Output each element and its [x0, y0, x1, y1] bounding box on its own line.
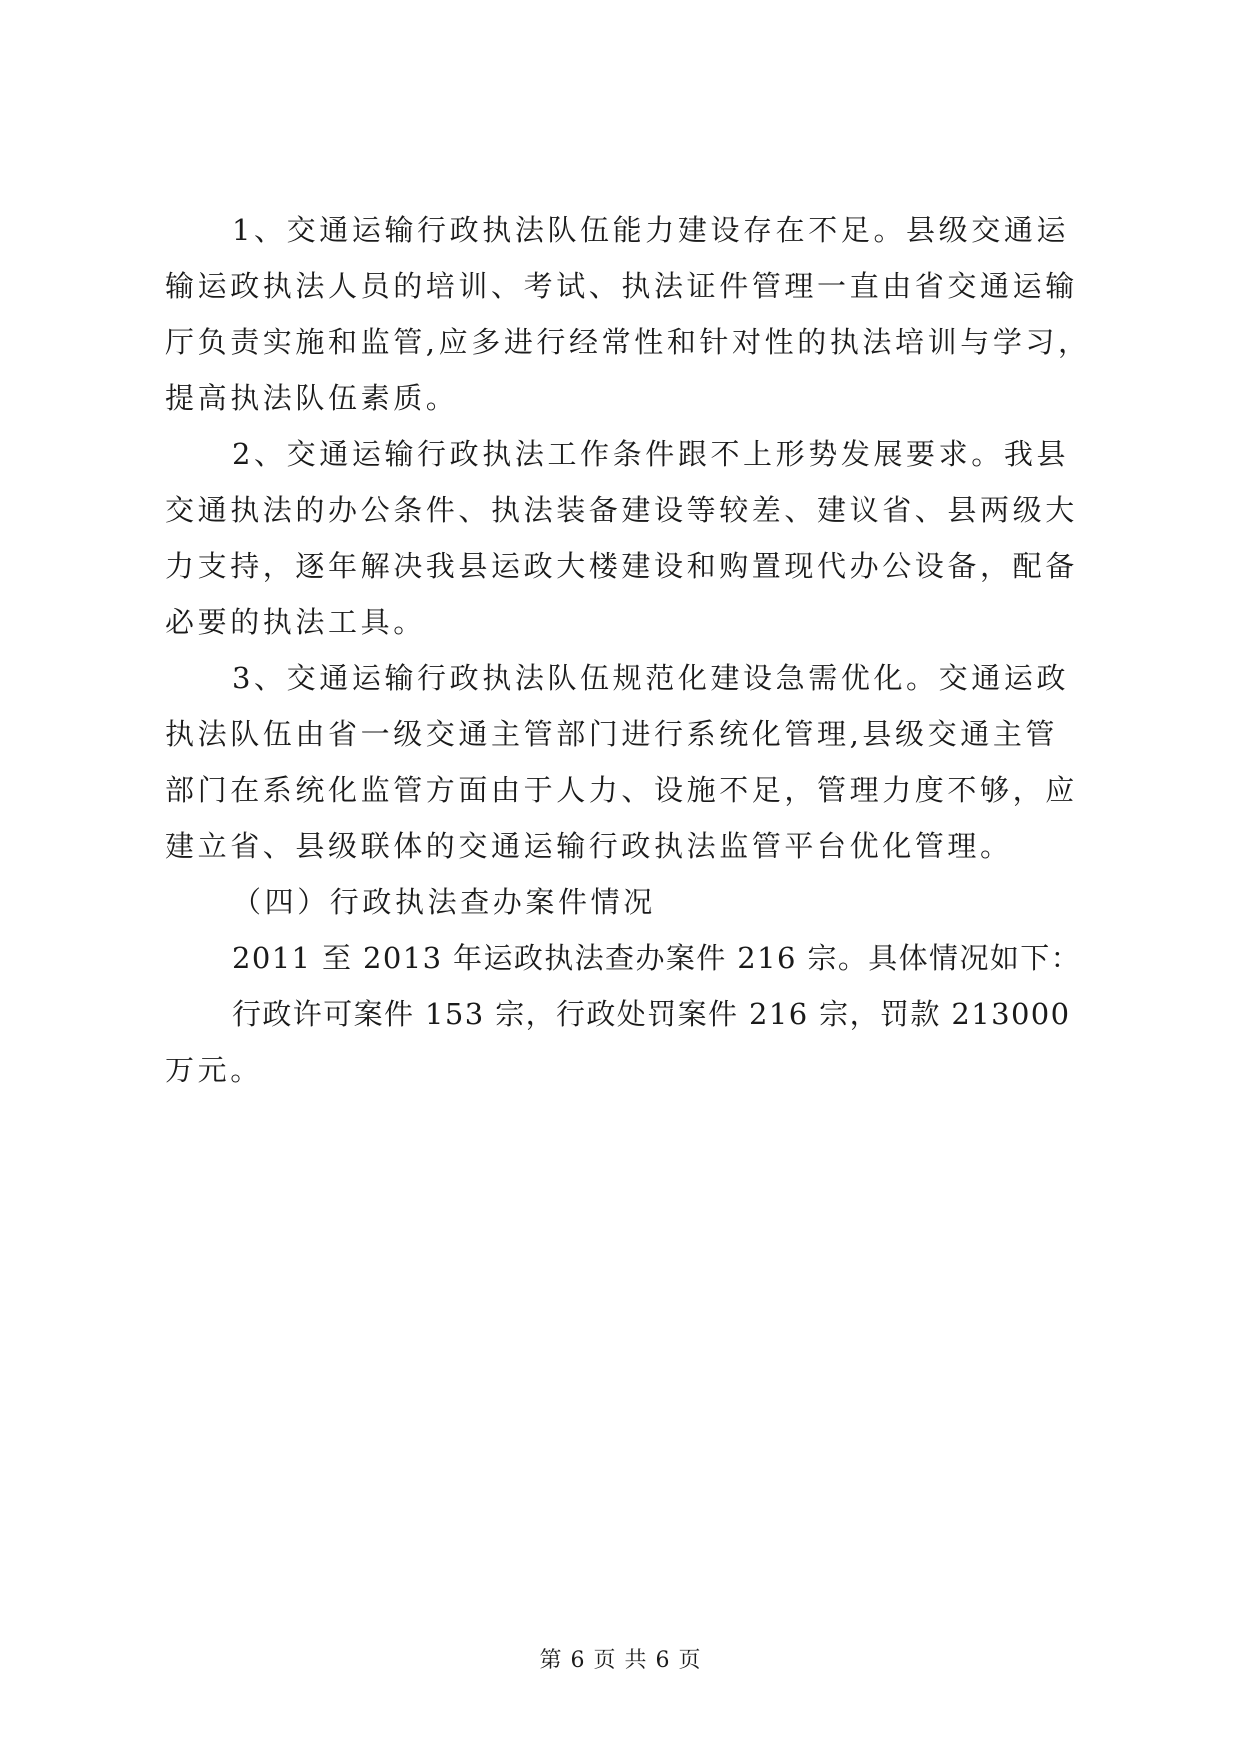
- case-summary-line: 2011 至 2013 年运政执法查办案件 216 宗。具体情况如下：: [232, 941, 1082, 975]
- paragraph-1-line-4: 提高执法队伍素质。: [165, 381, 459, 415]
- paragraph-1-line-2: 输运政执法人员的培训、考试、执法证件管理一直由省交通运输: [165, 269, 1078, 303]
- paragraph-2-line-4: 必要的执法工具。: [165, 605, 426, 639]
- paragraph-2-line-3: 力支持，逐年解决我县运政大楼建设和购置现代办公设备，配备: [165, 549, 1078, 583]
- paragraph-3-line-3: 部门在系统化监管方面由于人力、设施不足，管理力度不够，应: [165, 773, 1078, 807]
- paragraph-2-line-1: 2、交通运输行政执法工作条件跟不上形势发展要求。我县: [232, 437, 1070, 471]
- page-number-footer: 第 6 页 共 6 页: [539, 1648, 702, 1673]
- case-detail-line-2: 万元。: [165, 1053, 263, 1087]
- section-heading: （四）行政执法查办案件情况: [232, 885, 656, 919]
- paragraph-1-line-1: 1、交通运输行政执法队伍能力建设存在不足。县级交通运: [232, 213, 1070, 247]
- paragraph-3-line-2: 执法队伍由省一级交通主管部门进行系统化管理,县级交通主管: [165, 717, 1059, 751]
- paragraph-1-line-3: 厅负责实施和监管,应多进行经常性和针对性的执法培训与学习，: [165, 325, 1091, 359]
- paragraph-2-line-2: 交通执法的办公条件、执法装备建设等较差、建议省、县两级大: [165, 493, 1078, 527]
- paragraph-3-line-4: 建立省、县级联体的交通运输行政执法监管平台优化管理。: [165, 829, 1013, 863]
- paragraph-3-line-1: 3、交通运输行政执法队伍规范化建设急需优化。交通运政: [232, 661, 1070, 695]
- case-detail-line-1: 行政许可案件 153 宗，行政处罚案件 216 宗，罚款 213000: [232, 997, 1071, 1031]
